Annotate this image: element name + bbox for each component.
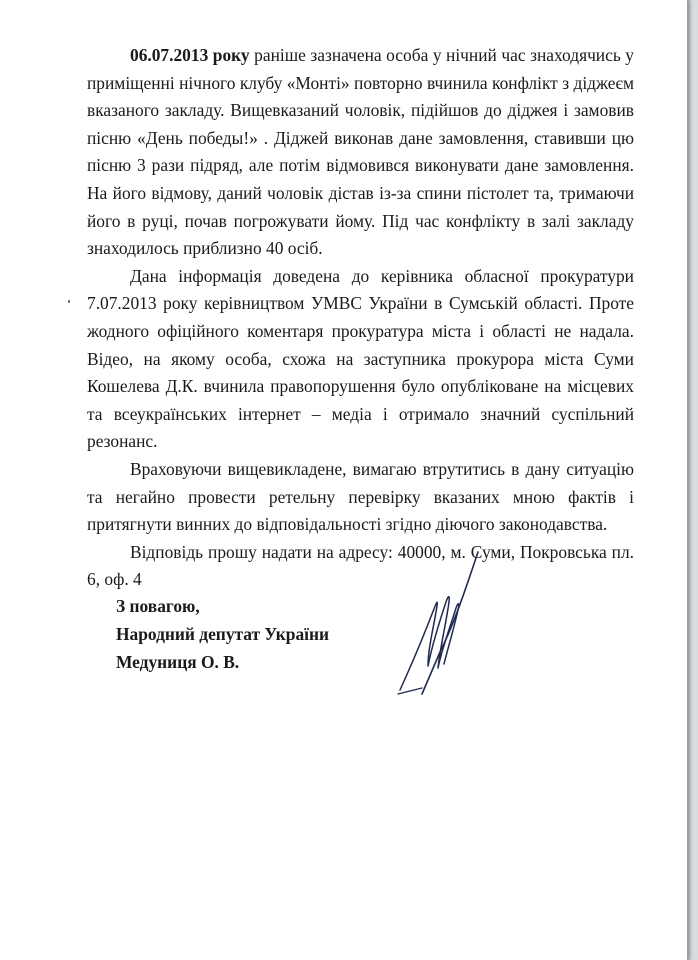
scan-speck xyxy=(68,300,70,303)
closing-phrase: З повагою, xyxy=(116,596,200,616)
paragraph-incident xyxy=(87,42,634,263)
signer-name: Медуниця О. В. xyxy=(116,652,240,672)
signoff-block xyxy=(116,592,329,676)
signer-title: Народний депутат України xyxy=(116,624,330,644)
paragraph-reply-address: Відповідь прошу надати на адресу: 40000, м. Суми, Покровська пл. 6, оф. 4 xyxy=(87,541,634,590)
handwritten-signature xyxy=(392,548,492,708)
letter-body xyxy=(87,42,634,594)
incident-date: 06.07.2013 року xyxy=(130,45,250,65)
paragraph-demand: Враховуючи вищевикладене, вимагаю втрутитись в дану ситуацію та негайно провести ретельну перевірку вказаних мною фактів і притягнути винних до відповідальності згідно діючого законодавства. xyxy=(87,458,634,535)
paragraph-information: Дана інформація доведена до керівника обласної прокуратури 7.07.2013 року керівництвом УМВС України в Сумській області. Проте жодного офіційного коментаря прокуратура міста і області не надала. Відео, на якому особа, схожа на заступника прокурора міста Суми Кошелева Д.К. вчинила правопорушення було опубліковане на місцевих та всеукраїнських інтернет – медіа і отримало значний суспільний резонанс. xyxy=(87,265,634,452)
incident-text: раніше зазначена особа у нічний час знаходячись у приміщенні нічного клубу «Монті» повторно вчинила конфлікт з діджеєм вказаного закладу. Вищевказаний чоловік, підійшов до діджея і замовив пісню «День победы!» . Діджей виконав дане замовлення, ставивши цю пісню 3 рази підряд, але потім відмовився виконувати дане замовлення. На його відмову, даний чоловік дістав із-за спини пістолет та, тримаючи його в руці, почав погрожувати йому. Під час конфлікту в залі закладу знаходилось приблизно 40 осіб. xyxy=(87,45,634,259)
